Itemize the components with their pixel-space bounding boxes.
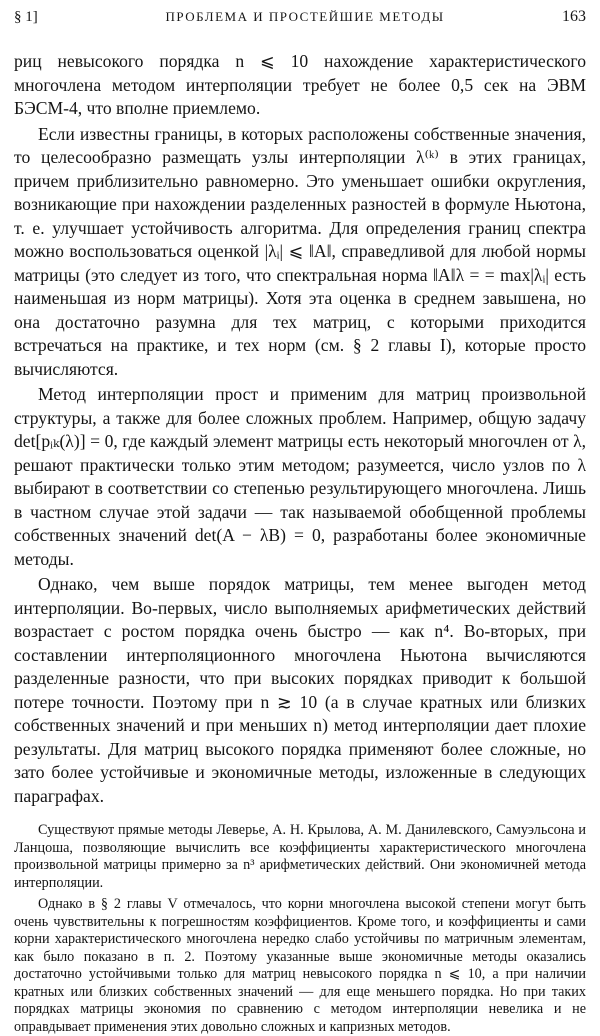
small-print-note xyxy=(14,822,586,1036)
main-text xyxy=(14,50,586,808)
paragraph: Если известны границы, в которых расположены собственные значения, то целесообразно размещать узлы интерполяции λ⁽ᵏ⁾ в этих границах, причем приблизительно равномерно. Это уменьшает ошибки округления, возникающие при нахождении разделенных разностей в формуле Ньютона, т. е. улучшает устойчивость алгоритма. Для определения границ спектра можно воспользоваться оценкой |λᵢ| ⩽ ‖A‖, справедливой для любой нормы матрицы (это следует из того, что спектральная норма ‖A‖λ = = max|λᵢ| есть наименьшая из норм матрицы). Хотя эта оценка в среднем завышена, но она достаточно разумна для тех матриц, с которыми приходится встречаться на практике, и тех норм (см. § 2 главы I), которые просто вычисляются. xyxy=(14,123,586,379)
note-paragraph: Существуют прямые методы Леверье, А. Н. Крылова, А. М. Данилевского, Самуэльсона и Ланцоша, позволяющие вычислить все коэффициенты характеристического многочлена произвольной матрицы примерно за n³ арифметических действий. Они экономичней метода интерполяции. xyxy=(14,822,586,891)
paragraph: Однако, чем выше порядок матрицы, тем менее выгоден метод интерполяции. Во-первых, число выполняемых арифметических действий возрастает с ростом порядка очень быстро — как n⁴. Во-вторых, при составлении интерполяционного многочлена Ньютона вычисляются разделенные разности, что при высоких порядках приводит к большой потере точности. Поэтому при n ≳ 10 (а в случае кратных или близких собственных значений и при меньших n) метод интерполяции дает плохие результаты. Для матриц высокого порядка применяют более сложные, но зато более устойчивые и экономичные методы, изложенные в следующих параграфах. xyxy=(14,574,586,806)
running-title: ПРОБЛЕМА И ПРОСТЕЙШИЕ МЕТОДЫ xyxy=(165,9,445,24)
page-number: 163 xyxy=(562,8,586,25)
note-paragraph: Однако в § 2 главы V отмечалось, что корни многочлена высокой степени могут быть очень чувствительны к погрешностям коэффициентов. Кроме того, и коэффициенты и сами корни характеристического многочлена нередко слабо устойчивы по матричным элементам, как было показано в п. 2. Поэтому указанные выше экономичные методы оказались достаточно устойчивыми только для матриц невысокого порядка n ⩽ 10, а при наличии кратных или близких собственных значений — для еще меньшего порядка. Но при таких порядках матрицы экономия по сравнению с методом интерполяции невелика и не оправдывает применения этих довольно сложных и капризных методов. xyxy=(14,896,586,1035)
running-header xyxy=(14,8,586,38)
paragraph: Метод интерполяции прост и применим для матриц произвольной структуры, а также для более сложных проблем. Например, общую задачу det[pᵢₖ(λ)] = 0, где каждый элемент матрицы есть некоторый многочлен от λ, решают практически только этим методом; разумеется, число узлов по λ выбирают в соответствии со степенью результирующего многочлена. Лишь в частном случае этой задачи — так называемой обобщенной проблемы собственных значений det(A − λB) = 0, разработаны более экономичные методы. xyxy=(14,384,586,569)
paragraph-continuation: риц невысокого порядка n ⩽ 10 нахождение характеристического многочлена методом интерполяции требует не более 0,5 сек на ЭВМ БЭСМ-4, что вполне приемлемо. xyxy=(14,51,586,118)
section-marker: § 1] xyxy=(14,9,38,25)
